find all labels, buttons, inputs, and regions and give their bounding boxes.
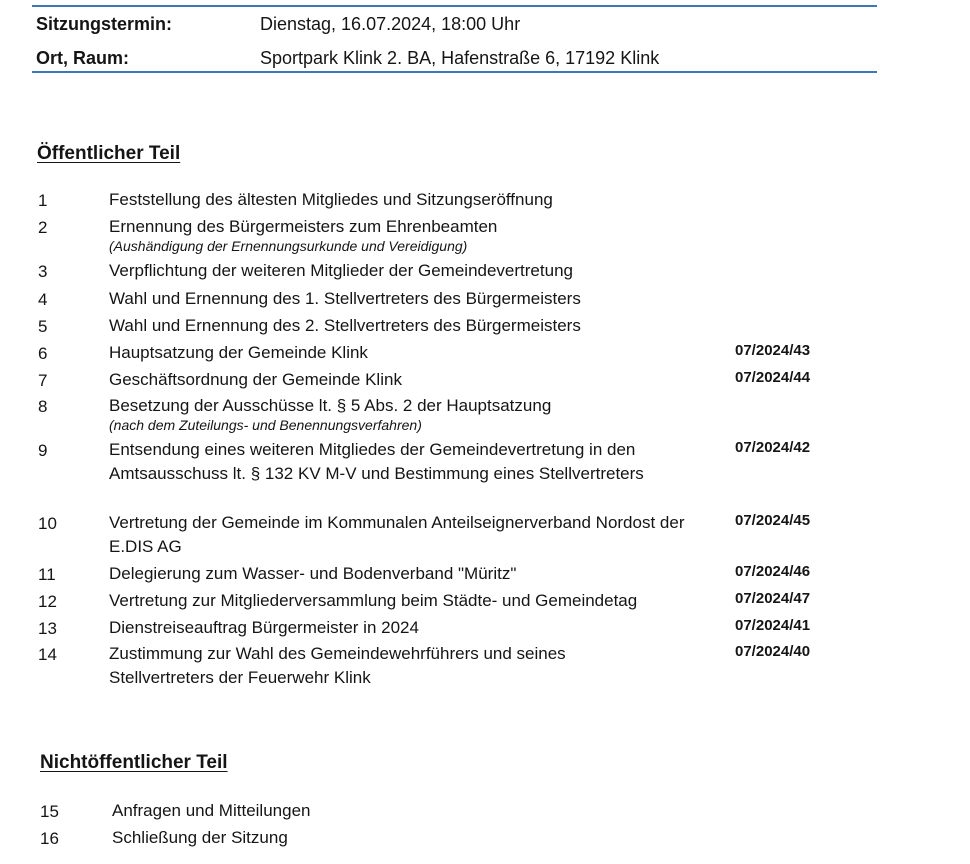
public-section-title: Öffentlicher Teil [37, 143, 181, 164]
meeting-place-label: Ort, Raum: [36, 48, 130, 68]
item-title: Verpflichtung der weiteren Mitglieder der Gemeindevertretung [109, 261, 573, 280]
item-title: Feststellung des ältesten Mitgliedes und Sitzungseröffnung [109, 190, 553, 209]
header-bottom-rule [32, 71, 877, 73]
item-number: 5 [38, 317, 48, 336]
item-title: Vertretung der Gemeinde im Kommunalen Anteilseignerverband Nordost der E.DIS AG [109, 513, 685, 556]
item-title: Schließung der Sitzung [112, 828, 288, 847]
item-reference: 07/2024/43 [735, 342, 811, 359]
item-number: 16 [40, 829, 59, 848]
item-title: Entsendung eines weiteren Mitgliedes der Gemeindevertretung in den Amtsausschuss lt. § 132 KV M-V und Bestimmung eines Stellvertreters [109, 440, 644, 483]
meeting-date-value: Dienstag, 16.07.2024, 18:00 Uhr [260, 14, 521, 34]
item-title: Ernennung des Bürgermeisters zum Ehrenbeamten (Aushändigung der Ernennungsurkunde und Vereidigung) [109, 215, 729, 254]
item-reference: 07/2024/42 [735, 439, 811, 456]
item-subtitle: (Aushändigung der Ernennungsurkunde und Vereidigung) [109, 238, 468, 254]
header-top-rule [32, 5, 877, 7]
item-number: 2 [38, 218, 48, 237]
item-number: 15 [40, 802, 59, 821]
item-subtitle: (nach dem Zuteilungs- und Benennungsverfahren) [109, 417, 422, 433]
item-reference: 07/2024/46 [735, 563, 811, 580]
item-number: 8 [38, 397, 48, 416]
item-title: Hauptsatzung der Gemeinde Klink [109, 343, 368, 362]
item-title: Wahl und Ernennung des 1. Stellvertreters des Bürgermeisters [109, 289, 581, 308]
item-title: Delegierung zum Wasser- und Bodenverband "Müritz" [109, 564, 517, 583]
item-number: 12 [38, 592, 57, 611]
item-number: 6 [38, 344, 48, 363]
nonpublic-section-title: Nichtöffentlicher Teil [40, 752, 228, 773]
item-title: Besetzung der Ausschüsse lt. § 5 Abs. 2 der Hauptsatzung (nach dem Zuteilungs- und Benennungsverfahren) [109, 394, 729, 433]
item-title: Zustimmung zur Wahl des Gemeindewehrführers und seines Stellvertreters der Feuerwehr Klink [109, 644, 566, 687]
item-title: Vertretung zur Mitgliederversammlung beim Städte- und Gemeindetag [109, 591, 638, 610]
item-reference: 07/2024/47 [735, 590, 811, 607]
item-number: 13 [38, 619, 57, 638]
item-number: 11 [38, 565, 56, 584]
meeting-date-label: Sitzungstermin: [36, 14, 173, 34]
item-number: 10 [38, 514, 57, 533]
item-number: 9 [38, 441, 48, 460]
item-title: Geschäftsordnung der Gemeinde Klink [109, 370, 402, 389]
item-title: Anfragen und Mitteilungen [112, 801, 311, 820]
item-number: 3 [38, 262, 48, 281]
item-number: 7 [38, 371, 48, 390]
item-reference: 07/2024/44 [735, 369, 811, 386]
item-title: Dienstreiseauftrag Bürgermeister in 2024 [109, 618, 419, 637]
item-number: 14 [38, 645, 57, 664]
meeting-place-value: Sportpark Klink 2. BA, Hafenstraße 6, 17192 Klink [260, 48, 660, 68]
item-title: Wahl und Ernennung des 2. Stellvertreters des Bürgermeisters [109, 316, 581, 335]
item-reference: 07/2024/45 [735, 512, 811, 529]
item-number: 4 [38, 290, 48, 309]
item-reference: 07/2024/41 [735, 617, 811, 634]
item-reference: 07/2024/40 [735, 643, 811, 660]
item-number: 1 [38, 191, 48, 210]
